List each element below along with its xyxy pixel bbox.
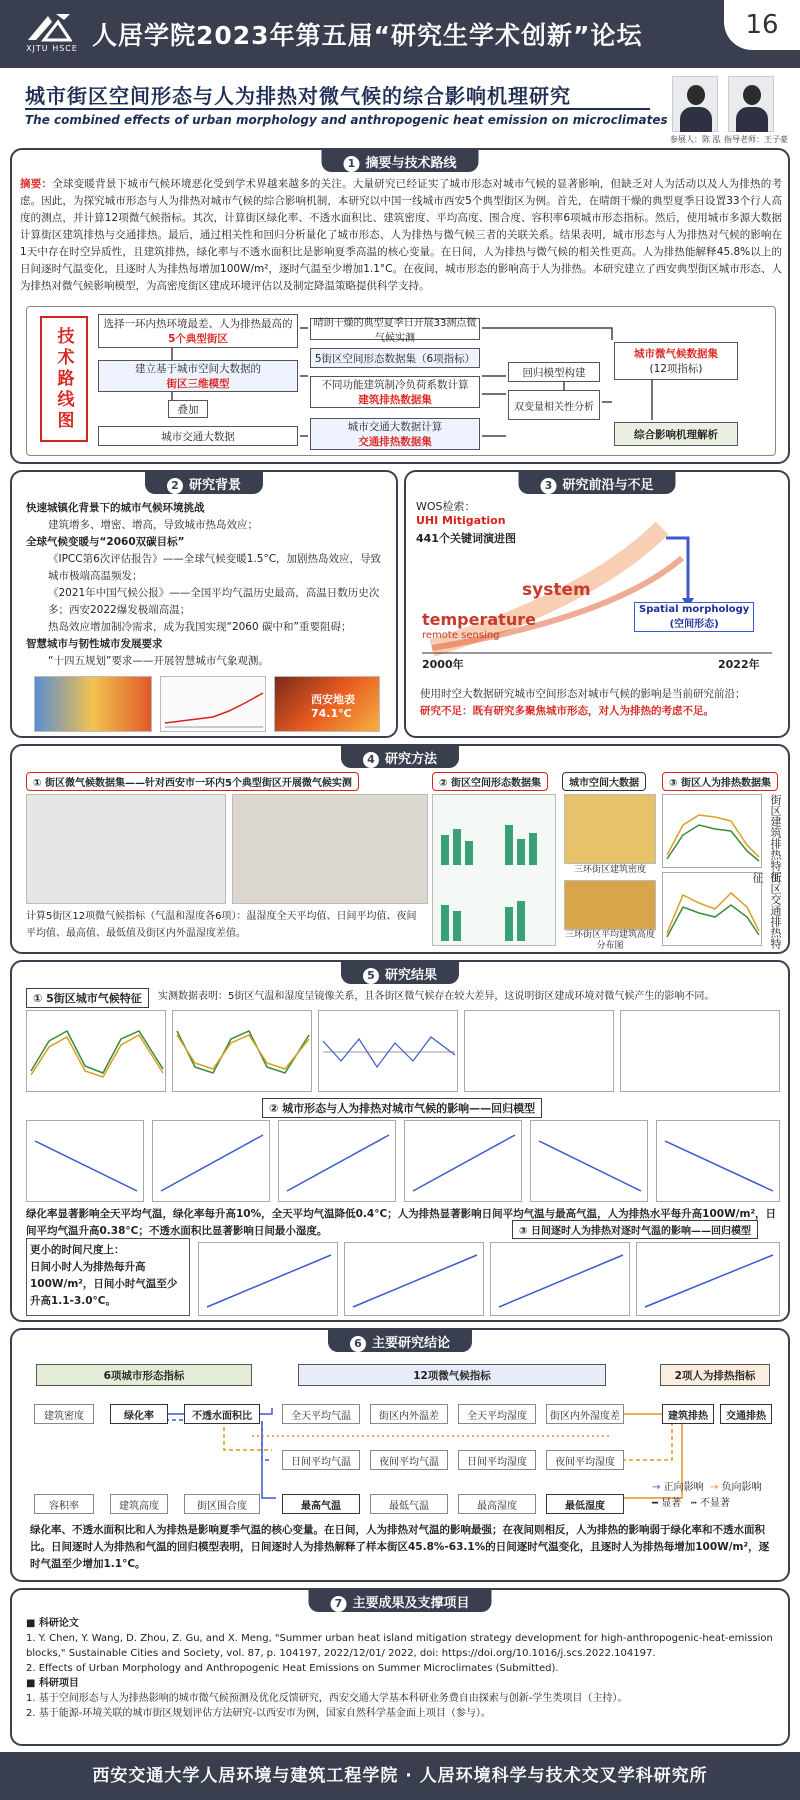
methods-tag-morph: ② 街区空间形态数据集 bbox=[432, 772, 548, 791]
section-outputs bbox=[10, 1588, 790, 1746]
height-caption: 三环街区平均建筑高度分布图 bbox=[564, 930, 655, 951]
humidity-box-chart bbox=[620, 1010, 780, 1092]
density-map bbox=[564, 794, 656, 864]
height-map bbox=[564, 880, 656, 930]
step-morph-dataset: 5街区空间形态数据集（6项指标） bbox=[310, 348, 480, 368]
heat-building: 建筑排热 bbox=[662, 1404, 714, 1424]
poster-title-en: The combined effects of urban morphology and anthropogenic heat emission on microclimates bbox=[25, 113, 668, 127]
block-map bbox=[26, 794, 226, 904]
clim-item: 街区内外湿度差 bbox=[546, 1404, 624, 1424]
section-header: 5 研究结果 bbox=[341, 962, 459, 984]
morph-impervious: 不透水面积比 bbox=[184, 1404, 260, 1424]
clim-item: 夜间平均湿度 bbox=[546, 1450, 624, 1470]
hourly-regression-plot bbox=[198, 1242, 338, 1316]
humidity-series-chart bbox=[172, 1010, 312, 1092]
clim-item: 最低气温 bbox=[370, 1494, 448, 1514]
step-climate-dataset: 城市微气候数据集 (12项指标) bbox=[614, 342, 738, 380]
step-overlay: 叠加 bbox=[168, 400, 208, 418]
morph-green-ratio: 绿化率 bbox=[110, 1404, 168, 1424]
section-header: 3 研究前沿与不足 bbox=[518, 472, 675, 494]
regression-plot bbox=[530, 1120, 648, 1202]
morph-enclosure: 街区围合度 bbox=[184, 1494, 260, 1514]
density-caption: 三环街区建筑密度 bbox=[573, 865, 646, 875]
regression-plot bbox=[152, 1120, 270, 1202]
morph-bar-charts bbox=[432, 794, 556, 946]
poster-title: 城市街区空间形态与人为排热对微气候的综合影响机理研究 bbox=[25, 84, 571, 108]
clim-item: 日间平均气温 bbox=[282, 1450, 360, 1470]
clim-item: 最高湿度 bbox=[458, 1494, 536, 1514]
xian-heat-image: 西安地表74.1°C bbox=[274, 676, 380, 732]
traffic-heat-chart bbox=[662, 872, 762, 946]
section-header: 4 研究方法 bbox=[341, 746, 459, 768]
background-list: 快速城镇化背景下的城市气候环境挑战 建筑增多、增密、增高，导致城市热岛效应； 全球气候变暖与“2060双碳目标” 《IPCC第6次评估报告》——全球气候变暖1.5°C，加剧热岛效应，导致城市极端高温频发； 《2021年中国气候公报》——全国平均气温历史最高，高温日数历史次多；西安2022爆发极端高温； 热岛效应增加制冷需求，成为我国实现“2060 碳中和”重要阻碍； 智慧城市与韧性城市发展要求 “十四五规划”要求——开展智慧城市气象观测。 bbox=[26, 502, 382, 667]
advisor-photo bbox=[728, 76, 774, 132]
temp-box-chart bbox=[464, 1010, 614, 1092]
regression-plot bbox=[656, 1120, 780, 1202]
step-traffic-data: 城市交通大数据 bbox=[98, 426, 298, 446]
conclusion-text: 绿化率、不透水面积比和人为排热是影响夏季气温的核心变量。在日间，人为排热对气温的影响最强；在夜间则相反，人为排热的影响弱于绿化率和不透水面积比。日间逐时人为排热和气温的回归模型表明，日间逐时人为排热解释了样本街区45.8%-63.1%的日间逐时气温变化，且逐时人为排热每增加100W/m²，逐时气温至少增加1.1°C。 bbox=[30, 1524, 770, 1570]
clim-item: 全天平均气温 bbox=[282, 1404, 360, 1424]
section-header: 1 摘要与技术路线 bbox=[321, 150, 478, 172]
forum-title: 人居学院2023年第五届“研究生学术创新”论坛 bbox=[92, 21, 643, 50]
step-field-measure: 晴朗干燥的典型夏季日开展33测点微气候实测 bbox=[310, 318, 480, 340]
author-label: 参展人：陈 泓 bbox=[670, 135, 721, 144]
morph-building-density: 建筑密度 bbox=[34, 1404, 94, 1424]
xjtu-logo-icon bbox=[26, 12, 72, 42]
section-header: 2 研究背景 bbox=[145, 472, 263, 494]
xjtu-logo bbox=[20, 10, 80, 58]
temp-series-chart bbox=[26, 1010, 166, 1092]
section-conclusions bbox=[10, 1328, 790, 1582]
methods-tag-bigdata: 城市空间大数据 bbox=[562, 772, 646, 791]
methods-tag-heat: ③ 街区人为排热数据集 bbox=[662, 772, 778, 791]
results-sub3: ③ 日间逐时人为排热对逐时气温的影响——回归模型 bbox=[512, 1220, 758, 1239]
section-header: 7 主要成果及支撑项目 bbox=[308, 1590, 491, 1612]
building-heat-chart bbox=[662, 794, 762, 868]
morph-building-height: 建筑高度 bbox=[110, 1494, 168, 1514]
clim-item: 日间平均湿度 bbox=[458, 1450, 536, 1470]
clim-item: 全天平均湿度 bbox=[458, 1404, 536, 1424]
section-header: 6 主要研究结论 bbox=[328, 1330, 472, 1352]
hourly-regression-plot bbox=[490, 1242, 630, 1316]
section-methods bbox=[10, 744, 790, 954]
results-sub1: ① 5街区城市气候特征 bbox=[26, 988, 149, 1008]
methods-tag-climate: ① 街区微气候数据集——针对西安市一环内5个典型街区开展微气候实测 bbox=[26, 772, 359, 791]
regression-plot bbox=[404, 1120, 522, 1202]
side-label-building: 街区建筑排热特征 bbox=[769, 794, 782, 882]
results-sub3-note: 更小的时间尺度上： 日间小时人为排热每升高100W/m²，日间小时气温至少升高1.1-3.0°C。 bbox=[26, 1238, 190, 1316]
advisor-label: 指导老师：王子豪 bbox=[724, 135, 788, 144]
results-sub1-desc: 实测数据表明：5街区气温和湿度呈镜像关系，且各街区微气候存在较大差异，这说明街区建成环境对微气候产生的影响不同。 bbox=[158, 991, 715, 1002]
step-building-heat: 不同功能建筑制冷负荷系数计算 建筑排热数据集 bbox=[310, 376, 480, 408]
section-frontier bbox=[404, 470, 790, 738]
title-underline bbox=[25, 108, 650, 110]
methods-caption: 计算5街区12项微气候指标（气温和湿度各6项）：温湿度全天平均值、日间平均值、夜间平均值、最高值、最低值及街区内外温湿度差值。 bbox=[26, 911, 417, 939]
world-temp-map bbox=[34, 676, 152, 732]
step-select-blocks: 选择一环内热环境最差、人为排热最高的 5个典型街区 bbox=[98, 314, 298, 348]
step-mechanism: 综合影响机理解析 bbox=[614, 422, 738, 446]
heat-header: 2项人为排热指标 bbox=[660, 1364, 770, 1386]
clim-item: 街区内外温差 bbox=[370, 1404, 448, 1424]
section-background bbox=[10, 470, 398, 738]
heat-traffic: 交通排热 bbox=[720, 1404, 772, 1424]
temp-trend-chart bbox=[160, 676, 266, 732]
block-3d-views bbox=[232, 794, 428, 904]
abstract-text: 摘要：全球变暖背景下城市气候环境恶化受到学术界越来越多的关注。大量研究已经证实了城市形态对城市气候的显著影响，但缺乏对人为活动以及人为排热的考虑。因此，为探究城市形态与人为排热对城市气候的综合影响机制，本研究以中国一线城市西安5个典型街区为例。首先，在晴朗干燥的典型夏季日设置33个行人高度的测点，并计算12项微气候指标。其次，计算街区绿化率、不透水面积比、建筑密度、平均高度、围合度、容积率6项城市形态指标。然后，使用城市多源大数据计算街区建筑排热与交通排热。最后，通过相关性和回归分析量化了城市形态、人为排热与微气候三者的关联关系。结果表明，城市形态与人为排热对气候的影响在1天中存在时空异质性，且建筑排热，绿化率与不透水面积比是影响夏季高温的核心变量。在日间，人为排热与微气候的相关性更高。人为排热能解释45.8%以上的日间逐时气温变化，且逐时人为排热每增加100W/m²，逐时气温至少增加1.1°C。在夜间，城市形态的影响高于人为排热。本研究建立了西安典型街区城市形态、人为排热对微气候影响模型，为高密度街区建成环境评估以及制定降温策略提供科学支持。 bbox=[20, 178, 783, 292]
route-arrows bbox=[12, 150, 790, 464]
climate-header: 12项微气候指标 bbox=[298, 1364, 606, 1386]
morph-far: 容积率 bbox=[34, 1494, 94, 1514]
morph-header: 6项城市形态指标 bbox=[36, 1364, 252, 1386]
clim-item: 夜间平均气温 bbox=[370, 1450, 448, 1470]
results-sub2-desc: 绿化率显著影响全天平均气温，绿化率每升高10%，全天平均气温降低0.4°C；人为排热显著影响日间平均气温与最高气温，人为排热水平每升高100W/m²，日间平均气温升高0.38°C；不透水面积比显著影响日间最小湿度。 bbox=[26, 1208, 777, 1237]
tech-route-label: 技术路线图 bbox=[40, 316, 88, 442]
keyword-evolution-chart: WOS检索： UHI Mitigation 441个关键词演进图 temperature system remote sensing Spatial morphology (空间形态) 2000年 2022年 bbox=[412, 498, 782, 668]
conclusion-legend: → 正向影响 → 负向影响 ━ 显著 ┅ 不显著 bbox=[652, 1482, 762, 1509]
step-traffic-heat: 城市交通大数据计算 交通排热数据集 bbox=[310, 418, 480, 450]
clim-item: 最高气温 bbox=[282, 1494, 360, 1514]
frontier-bullets: 使用时空大数据研究城市空间形态对城市气候的影响是当前研究前沿； 研究不足：既有研究多聚焦城市形态，对人为排热的考虑不足。 bbox=[420, 688, 746, 717]
hourly-regression-plot bbox=[636, 1242, 780, 1316]
section-results bbox=[10, 960, 790, 1322]
poster-header bbox=[0, 0, 800, 68]
step-correlation: 双变量相关性分析 bbox=[508, 390, 600, 420]
outputs-list: ■ 科研论文 1. Y. Chen, Y. Wang, D. Zhou, Z. Gu, and X. Meng, "Summer urban heat island mitigation strategy development for high-anthropogenic-heat-emission blocks," Sustainable Cities and Society, vol. 87, p. 104197, 2022/12/01/ 2022, doi: https://doi.org/10.1016/j.scs.2022.104197. 2. Effects of Urban Morphology and Anthropogenic Heat Emissions on Summer Microclimates (Submitted). ■ 科研项目 1. 基于空间形态与人为排热影响的城市微气候预测及优化反馈研究，西安交通大学基本科研业务费自由探索与创新-学生类项目（主持）。 2. 基于能源-环境关联的城市街区规划评估方法研究-以西安市为例，国家自然科学基金面上项目（参与）。 bbox=[26, 1618, 773, 1719]
poster-footer: 西安交通大学人居环境与建筑工程学院 · 人居环境科学与技术交叉学科研究所 bbox=[0, 1752, 800, 1800]
regression-plot bbox=[278, 1120, 396, 1202]
section-abstract bbox=[10, 148, 790, 464]
regression-plot bbox=[26, 1120, 144, 1202]
results-sub2: ② 城市形态与人为排热对城市气候的影响——回归模型 bbox=[262, 1098, 542, 1118]
side-label-traffic: 街区交通排热特征 bbox=[751, 872, 782, 949]
step-3d-model: 建立基于城市空间大数据的 街区三维模型 bbox=[98, 360, 298, 392]
clim-item: 最低湿度 bbox=[546, 1494, 624, 1514]
temp-diff-chart bbox=[318, 1010, 458, 1092]
step-regression: 回归模型构建 bbox=[508, 362, 600, 382]
logo-text: XJTU HSCE bbox=[26, 44, 78, 53]
author-photo bbox=[672, 76, 718, 132]
page-number: 16 bbox=[724, 0, 800, 50]
hourly-regression-plot bbox=[344, 1242, 484, 1316]
